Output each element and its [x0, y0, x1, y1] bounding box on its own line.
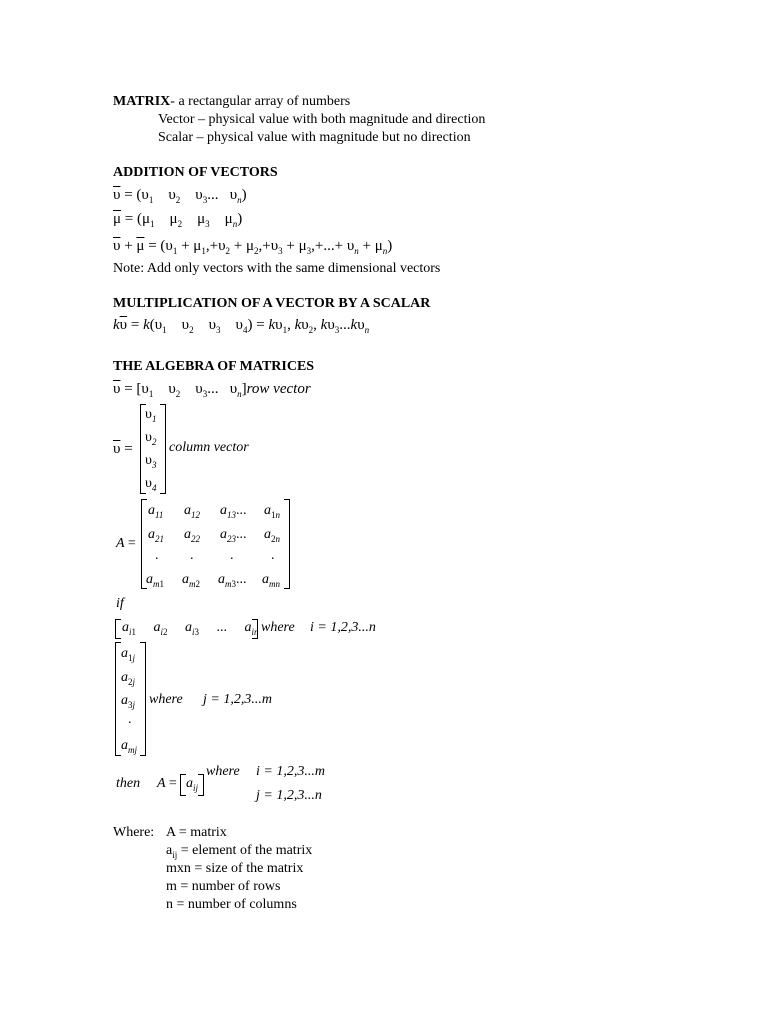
column-a-entry: $a_{3j}$	[121, 693, 136, 710]
column-a-entry: $a_{1j}$	[121, 646, 136, 663]
definition-item: m = number of rows	[166, 879, 281, 894]
if-label: if	[116, 596, 124, 611]
vector-mu-equation: $\overline{\mu} = (\mu_1$ $\mu_2$ $\mu_3$ $\mu_n$)	[113, 211, 243, 229]
addition-heading: ADDITION OF VECTORS	[113, 165, 278, 180]
matrix-a-entry: $a_{m2}$	[182, 572, 200, 589]
matrix-a-dot: .	[230, 548, 234, 563]
then-where-label: where	[206, 764, 240, 779]
then-j-range: j = 1,2,3...n	[256, 788, 322, 803]
definition-item-aij	[166, 843, 312, 863]
matrix-a-entry: $a_{mn}$	[262, 572, 280, 589]
matrix-title: MATRIX	[113, 94, 171, 109]
row-a-left-bracket	[115, 619, 121, 639]
definition-item: n = number of columns	[166, 897, 297, 912]
column-vector-entry: $\upsilon_4$	[145, 476, 157, 493]
algebra-heading: THE ALGEBRA OF MATRICES	[113, 359, 315, 374]
column-vector-entry: $\upsilon_1$	[145, 407, 157, 424]
matrix-definition: - a rectangular array of numbers	[170, 94, 351, 109]
matrix-a-dot: .	[271, 548, 275, 563]
row-i-range: i = 1,2,3...n	[310, 620, 376, 635]
column-vector-entry: $\upsilon_3$	[145, 453, 157, 470]
addition-note: Note: Add only vectors with the same dimensional vectors	[113, 261, 441, 276]
scalar-definition: Scalar – physical value with magnitude but no direction	[158, 130, 471, 145]
where-label: Where:	[113, 825, 155, 840]
aij-base: a	[166, 843, 173, 858]
row-where-label: where	[261, 620, 295, 635]
matrix-definition-line	[113, 94, 350, 110]
definition-item: mxn = size of the matrix	[166, 861, 304, 876]
column-a-entry: $a_{mj}$	[121, 738, 137, 755]
row-a-entries: $a_{i1}$ $a_{i2}$ $a_{i3}$ ... $a_{in}$	[122, 620, 259, 637]
row-vector-equation: $\overline{\upsilon} = [\upsilon_1$ $\upsilon_2$ $\upsilon_3$... $\upsilon_n]row$ vector	[113, 381, 311, 399]
column-vector-label: column vector	[169, 440, 249, 455]
then-a-equals: A =	[157, 776, 177, 791]
matrix-a-entry: $a_{m1}$	[146, 572, 164, 589]
matrix-a-entry: $a_{2n}$	[264, 527, 280, 544]
matrix-a-entry: $a_{11}$	[148, 503, 164, 520]
then-i-range: i = 1,2,3...m	[256, 764, 325, 779]
matrix-a-entry: $a_{m3}$...	[218, 572, 247, 589]
matrix-a-entry: $a_{1n}$	[264, 503, 280, 520]
aij-right-bracket	[198, 774, 204, 796]
column-j-range: j = 1,2,3...m	[203, 692, 272, 707]
vector-definition: Vector – physical value with both magnitude and direction	[158, 112, 486, 127]
matrix-a-entry: $a_{12}$	[184, 503, 200, 520]
aij-sub: ij	[172, 849, 178, 860]
definition-item: A = matrix	[166, 825, 227, 840]
matrix-a-dot: .	[155, 548, 159, 563]
scalar-multiplication-equation: $k\overline{\upsilon} = k(\upsilon_1$ $\upsilon_2$ $\upsilon_3$ $\upsilon_4) = k\upsilon_1$, $k\upsilon_2$, $k\upsilon_3...k\upsilon_n$	[113, 317, 370, 335]
vector-sum-equation: $\overline{\upsilon} + \overline{\mu} = (\upsilon_1 + \mu_1,+\upsilon_2 + \mu_2,+\upsilon_3 + \mu_3,+...+ \upsilon_n + \mu_n)$	[113, 238, 393, 256]
matrix-a-right-bracket	[284, 499, 290, 589]
column-vector-entry: $\upsilon_2$	[145, 430, 157, 447]
row-vector-label: row vector	[246, 381, 311, 397]
column-where-label: where	[149, 692, 183, 707]
multiplication-heading: MULTIPLICATION OF A VECTOR BY A SCALAR	[113, 296, 431, 311]
matrix-a-lhs: A =	[116, 536, 136, 551]
column-a-right-bracket	[140, 642, 146, 756]
column-a-entry: $a_{2j}$	[121, 670, 136, 687]
column-a-dot: .	[128, 712, 132, 727]
aij-symbol: $a_{ij}$	[186, 776, 199, 793]
definition-item: = element of the matrix	[180, 843, 313, 858]
then-label: then	[116, 776, 141, 791]
vector-upsilon-equation: $\overline{\upsilon} = (\upsilon_1$ $\upsilon_2$ $\upsilon_3$... $\upsilon_n$)	[113, 187, 247, 205]
matrix-a-entry: $a_{23}$...	[220, 527, 247, 544]
matrix-a-entry: $a_{22}$	[184, 527, 200, 544]
column-vector-right-bracket	[160, 404, 166, 494]
matrix-a-dot: .	[190, 548, 194, 563]
matrix-a-entry: $a_{13}$...	[220, 503, 247, 520]
matrix-a-entry: $a_{21}$	[148, 527, 164, 544]
column-vector-lhs: $\overline{\upsilon}$ =	[113, 441, 133, 457]
row-a-right-bracket	[252, 619, 258, 639]
